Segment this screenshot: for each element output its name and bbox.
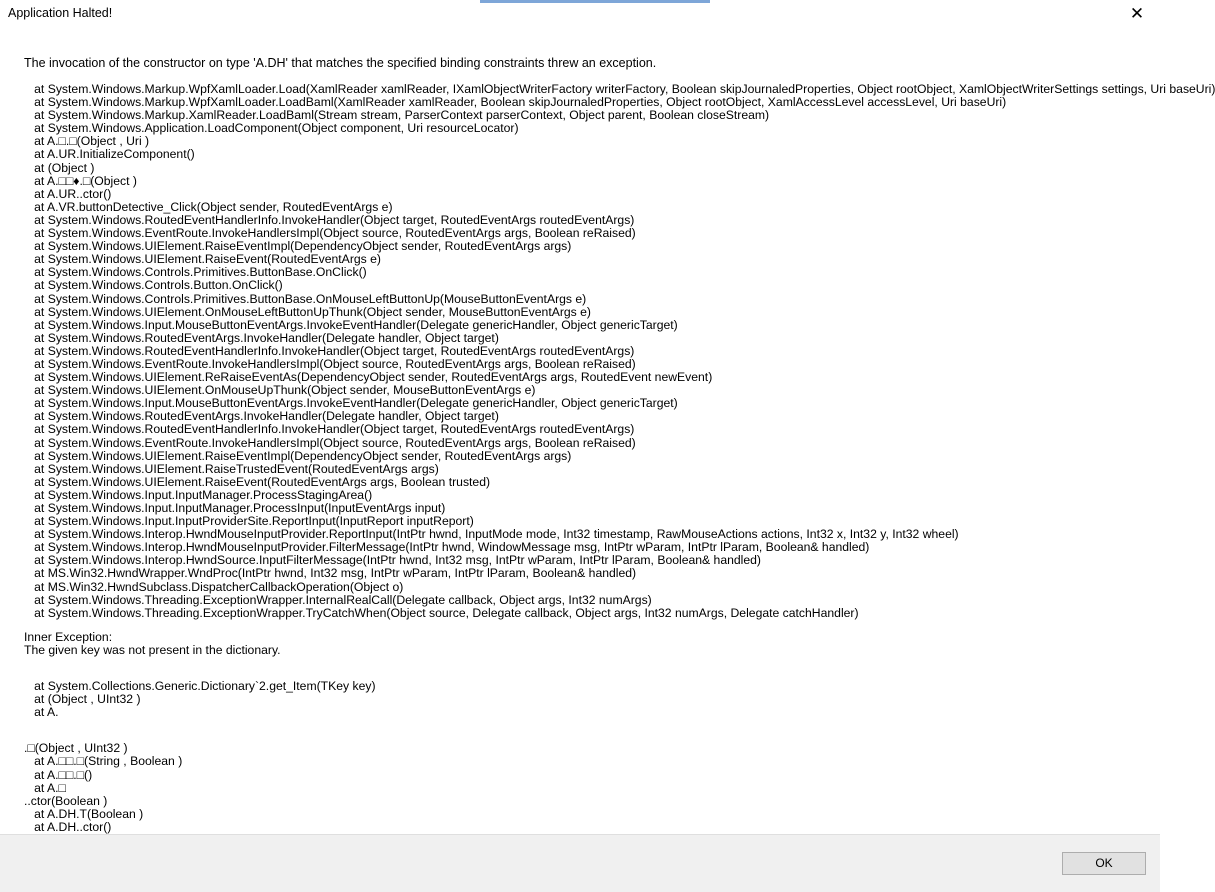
spacer-2	[12, 657, 1148, 668]
stack-trace-line: at A.□□.□()	[24, 767, 93, 782]
stack-trace-line: at System.Windows.Controls.Button.OnClick()	[24, 278, 283, 293]
stack-trace-line: at MS.Win32.HwndSubclass.DispatcherCallbackOperation(Object o)	[24, 579, 404, 594]
stack-trace-line: at (Object , UInt32 )	[24, 692, 141, 707]
stack-trace-line: at System.Windows.Input.MouseButtonEventArgs.InvokeEventHandler(Delegate genericHandler, Object genericTarget)	[24, 317, 678, 332]
stack-trace-inner-tail	[12, 742, 1148, 834]
stack-trace-line: at System.Windows.RoutedEventHandlerInfo.InvokeHandler(Object target, RoutedEventArgs routedEventArgs)	[24, 422, 635, 437]
stack-trace-line: at System.Windows.UIElement.OnMouseUpThunk(Object sender, MouseButtonEventArgs e)	[24, 383, 536, 398]
stack-trace-line: at System.Windows.Markup.XamlReader.LoadBaml(Stream stream, ParserContext parserContext, Object parent, Boolean closeStream)	[24, 108, 770, 123]
stack-trace-line: at System.Windows.UIElement.RaiseEventImpl(DependencyObject sender, RoutedEventArgs args)	[24, 239, 572, 254]
stack-trace-line: at A.□.□(Object , Uri )	[24, 134, 150, 149]
stack-trace-line: at System.Windows.RoutedEventHandlerInfo.InvokeHandler(Object target, RoutedEventArgs routedEventArgs)	[24, 212, 635, 227]
stack-trace-line: at A.	[24, 705, 59, 720]
spacer-3	[12, 719, 1148, 730]
stack-trace-line: at System.Windows.Interop.HwndSource.InputFilterMessage(IntPtr hwnd, Int32 msg, IntPtr wParam, IntPtr lParam, Boolean& handled)	[24, 553, 761, 568]
stack-trace-line: at (Object )	[24, 160, 95, 175]
stack-trace-line: at System.Windows.Markup.WpfXamlLoader.Load(XamlReader xamlReader, IXamlObjectWriterFactory writerFactory, Boolean skipJournaledProperties, Object rootObject, XamlObjectWriterSettings settings, Uri baseUri)	[24, 82, 1215, 96]
stack-trace-line: at System.Windows.UIElement.OnMouseLeftButtonUpThunk(Object sender, MouseButtonEventArgs e)	[24, 304, 591, 319]
stack-trace-main	[12, 82, 1215, 620]
stack-trace-line: at System.Windows.Interop.HwndMouseInputProvider.FilterMessage(IntPtr hwnd, WindowMessage msg, IntPtr wParam, IntPtr lParam, Boolean& handled)	[24, 540, 870, 555]
stack-trace-line: at A.DH..ctor()	[24, 819, 112, 834]
stack-trace-line: at System.Windows.UIElement.RaiseTrustedEvent(RoutedEventArgs args)	[24, 461, 439, 476]
stack-trace-line: at System.Windows.EventRoute.InvokeHandlersImpl(Object source, RoutedEventArgs args, Boolean reRaised)	[24, 226, 636, 241]
stack-trace-line: at System.Windows.UIElement.RaiseEvent(RoutedEventArgs e)	[24, 252, 381, 267]
title-bar	[0, 0, 1160, 27]
titlebar-accent-bar	[480, 0, 710, 3]
dialog-footer	[0, 834, 1160, 892]
stack-trace-line: at System.Windows.UIElement.ReRaiseEventAs(DependencyObject sender, RoutedEventArgs args, RoutedEvent newEvent)	[24, 370, 713, 385]
stack-trace-line: at System.Windows.Markup.WpfXamlLoader.LoadBaml(XamlReader xamlReader, Boolean skipJournaledProperties, Object rootObject, XamlAccessLevel accessLevel, Uri baseUri)	[24, 95, 1007, 110]
stack-trace-line: at A.VR.buttonDetective_Click(Object sender, RoutedEventArgs e)	[24, 199, 393, 214]
inner-exception-text: The given key was not present in the dictionary.	[24, 642, 281, 657]
stack-trace-line: at System.Windows.UIElement.RaiseEvent(RoutedEventArgs args, Boolean trusted)	[24, 474, 491, 489]
stack-trace-line: at A.DH.T(Boolean )	[24, 806, 144, 821]
stack-trace-line: at System.Windows.Input.InputManager.ProcessStagingArea()	[24, 487, 373, 502]
inner-exception-label: Inner Exception:	[24, 629, 113, 644]
stack-trace-line: .□(Object , UInt32 )	[24, 741, 128, 756]
stack-trace-line: at System.Windows.Threading.ExceptionWrapper.InternalRealCall(Delegate callback, Object args, Int32 numArgs)	[24, 592, 652, 607]
close-icon[interactable]: ✕	[1114, 0, 1160, 26]
stack-trace-line: at System.Windows.Input.MouseButtonEventArgs.InvokeEventHandler(Delegate genericHandler, Object genericTarget)	[24, 396, 678, 411]
stack-trace-line: at A.□	[24, 780, 66, 795]
stack-trace-line: at System.Windows.RoutedEventArgs.InvokeHandler(Delegate handler, Object target)	[24, 409, 499, 424]
stack-trace-line: at MS.Win32.HwndWrapper.WndProc(IntPtr hwnd, Int32 msg, IntPtr wParam, IntPtr lParam, Boolean& handled)	[24, 566, 637, 581]
error-content	[0, 27, 1215, 834]
spacer-1	[12, 620, 1148, 631]
stack-trace-line: at System.Windows.Controls.Primitives.ButtonBase.OnMouseLeftButtonUp(MouseButtonEventArgs e)	[24, 291, 587, 306]
ok-button[interactable]: OK	[1062, 852, 1146, 875]
stack-trace-line: at System.Windows.Input.InputProviderSite.ReportInput(InputReport inputReport)	[24, 514, 474, 529]
stack-trace-line: at System.Windows.Application.LoadComponent(Object component, Uri resourceLocator)	[24, 121, 519, 136]
stack-trace-inner	[12, 680, 1148, 719]
stack-trace-line: at A.UR..ctor()	[24, 186, 112, 201]
stack-trace-line: at System.Windows.RoutedEventHandlerInfo.InvokeHandler(Object target, RoutedEventArgs routedEventArgs)	[24, 343, 635, 358]
stack-trace-line: at System.Windows.EventRoute.InvokeHandlersImpl(Object source, RoutedEventArgs args, Boolean reRaised)	[24, 356, 636, 371]
stack-trace-line: at A.□□♦.□(Object )	[24, 173, 137, 188]
stack-trace-line: at System.Collections.Generic.Dictionary`2.get_Item(TKey key)	[24, 679, 376, 694]
stack-trace-line: ..ctor(Boolean )	[24, 793, 108, 808]
stack-trace-line: at System.Windows.Interop.HwndMouseInputProvider.ReportInput(IntPtr hwnd, InputMode mode, Int32 timestamp, RawMouseActions actions, Int32 x, Int32 y, Int32 wheel)	[24, 527, 959, 542]
stack-trace-line: at A.UR.InitializeComponent()	[24, 147, 195, 162]
error-headline: The invocation of the constructor on type 'A.DH' that matches the specified binding constraints threw an exception.	[24, 56, 657, 70]
stack-trace-line: at System.Windows.Input.InputManager.ProcessInput(InputEventArgs input)	[24, 501, 446, 515]
stack-trace-line: at System.Windows.RoutedEventArgs.InvokeHandler(Delegate handler, Object target)	[24, 330, 499, 345]
stack-trace-line: at System.Windows.UIElement.RaiseEventImpl(DependencyObject sender, RoutedEventArgs args)	[24, 448, 572, 463]
stack-trace-line: at System.Windows.EventRoute.InvokeHandlersImpl(Object source, RoutedEventArgs args, Boolean reRaised)	[24, 435, 636, 450]
stack-trace-line: at A.□□.□(String , Boolean )	[24, 754, 183, 769]
stack-trace-line: at System.Windows.Threading.ExceptionWrapper.TryCatchWhen(Object source, Delegate callback, Object args, Int32 numArgs, Delegate catchHandler)	[24, 605, 859, 620]
window-title: Application Halted!	[8, 6, 113, 20]
stack-trace-line: at System.Windows.Controls.Primitives.ButtonBase.OnClick()	[24, 265, 367, 280]
